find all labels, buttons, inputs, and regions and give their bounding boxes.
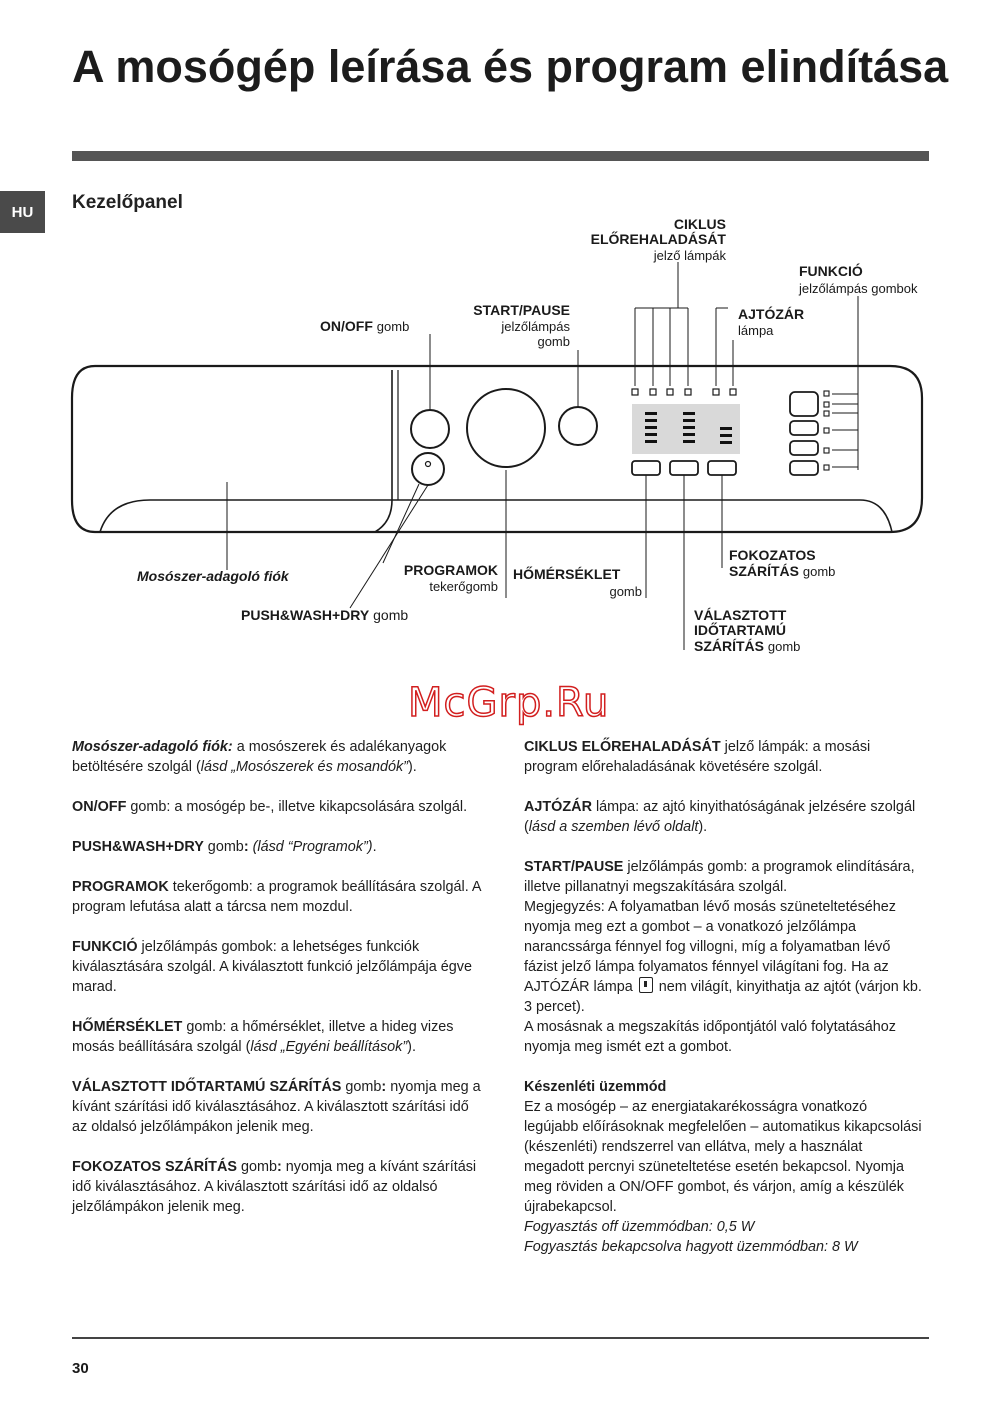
gradual-drying-label-2: SZÁRÍTÁS gomb (729, 563, 836, 579)
page-number: 30 (72, 1360, 89, 1377)
paragraph-push-wash: PUSH&WASH+DRY gomb: (lásd “Programok”). (72, 839, 377, 855)
paragraph-on-off: ON/OFF gomb: a mosógép be-, illetve kikapcsolására szolgál. (72, 799, 468, 815)
temperature-label: HŐMÉRSÉKLET (513, 566, 621, 582)
function-button-4 (790, 461, 818, 475)
paragraph-timed-drying: VÁLASZTOTT IDŐTARTAMÚ SZÁRÍTÁS gomb: nyomja meg a kívánt szárítási idő kiválasztásához. A kiválasztott szárítási idő az oldalsó jelzőlámpákon jelenik meg. (72, 1079, 481, 1135)
timed-drying-label: VÁLASZTOTT (694, 607, 787, 623)
watermark: McGrp.Ru (408, 680, 610, 726)
door-lock-icon (639, 977, 653, 993)
standby-title: Készenléti üzemmód (524, 1079, 667, 1095)
start-pause-sub: jelzőlámpás (501, 319, 570, 334)
cycle-progress-label: CIKLUS (673, 216, 726, 232)
page-title: A mosógép leírása és program elindítása (72, 41, 949, 92)
section-title: Kezelőpanel (72, 192, 183, 213)
drawer-label: Mosószer-adagoló fiók (137, 568, 289, 584)
door-lock-label: AJTÓZÁR (738, 306, 805, 322)
on-off-label: ON/OFF gomb (320, 318, 410, 334)
function-button-2 (790, 421, 818, 435)
timed-drying-label-2: IDŐTARTAMÚ (694, 622, 787, 638)
gradual-drying-label: FOKOZATOS (729, 547, 816, 563)
left-column (72, 737, 482, 1237)
paragraph-drawer: Mosószer-adagoló fiók: a mosószerek és adalékanyagok betöltésére szolgál (lásd „Mosószerek és mosandók”). (72, 739, 447, 775)
start-pause-button (559, 407, 597, 445)
paragraph-function: FUNKCIÓ jelzőlámpás gombok: a lehetséges funkciók kiválasztására szolgál. A kiválasztott funkció jelzőlámpája égve marad. (72, 939, 472, 995)
drawer-edge (375, 370, 392, 532)
cycle-progress-label-2: ELŐREHALADÁSÁT (590, 231, 726, 247)
gradual-drying-button (708, 461, 736, 475)
push-wash-dry-button (412, 453, 444, 485)
on-off-button (411, 410, 449, 448)
push-wash-dry-label: PUSH&WASH+DRY gomb (241, 607, 409, 623)
temperature-button (632, 461, 660, 475)
paragraph-standby: Ez a mosógép – az energiatakarékosságra vonatkozó legújabb előírásoknak megfelelően – automatikus kikapcsolási (készenléti) rendszerrel van ellátva, mely a használat megadott percnyi szüneteltetése esetén bekapcsol. Nyomja meg röviden a ON/OFF gombot, és várjon, amíg a készülék újrabekapcsol. Fogyasztás off üzemmódban: 0,5 W Fogyasztás bekapcsolva hagyott üzemmódban: 8 W (524, 1099, 922, 1255)
function-button-1 (790, 392, 818, 416)
function-button-3 (790, 441, 818, 455)
drawer-outline (100, 500, 892, 532)
right-column (524, 737, 924, 1257)
footer-divider (72, 1337, 929, 1339)
function-sub: jelzőlámpás gombok (799, 281, 918, 296)
function-label: FUNKCIÓ (799, 263, 863, 279)
program-knob (467, 389, 545, 467)
programs-label: PROGRAMOK (403, 562, 498, 578)
start-pause-sub-2: gomb (537, 334, 570, 349)
language-tab: HU (0, 191, 45, 233)
cycle-progress-sub: jelző lámpák (653, 248, 726, 263)
timed-drying-label-3: SZÁRÍTÁS gomb (694, 638, 801, 654)
paragraph-temperature: HŐMÉRSÉKLET gomb: a hőmérséklet, illetve a hideg vizes mosás beállítására szolgál (lásd „Egyéni beállítások”). (72, 1019, 454, 1055)
control-panel-diagram (0, 0, 1000, 700)
start-pause-label: START/PAUSE (473, 302, 570, 318)
timed-drying-button (670, 461, 698, 475)
paragraph-door-lock: AJTÓZÁR lámpa: az ajtó kinyithatóságának jelzésére szolgál (lásd a szemben lévő oldalt). (524, 799, 916, 835)
paragraph-cycle-progress: CIKLUS ELŐREHALADÁSÁT jelző lámpák: a mosási program előrehaladásának követésére szolgál. (524, 739, 871, 775)
programs-sub: tekerőgomb (429, 579, 498, 594)
paragraph-gradual-drying: FOKOZATOS SZÁRÍTÁS gomb: nyomja meg a kívánt szárítási idő kiválasztásához. A kiválasztott szárítási idő az oldalsó jelzőlámpákon jelenik meg. (72, 1159, 477, 1215)
paragraph-programs: PROGRAMOK tekerőgomb: a programok beállítására szolgál. A program lefutása alatt a tárcsa nem mozdul. (72, 879, 481, 915)
temperature-sub: gomb (609, 584, 642, 599)
door-lock-sub: lámpa (738, 323, 774, 338)
paragraph-start-pause: START/PAUSE jelzőlámpás gomb: a programok elindítására, illetve pillanatnyi megszakítására szolgál. Megjegyzés: A folyamatban lévő mosás szüneteltetéséhez nyomja meg ezt a gombot – a vonatkozó jelzőlámpa narancssárga fénnyel fog villogni, míg a folyamatban lévő fázist jelző lámpa folyamatos fénnyel világítani fog. Ha az AJTÓZÁR lámpa nem világít, kinyithatja az ajtót (várjon kb. 3 percet). A mosásnak a megszakítás időpontjától való folytatásához nyomja meg ismét ezt a gombot. (524, 859, 922, 1055)
